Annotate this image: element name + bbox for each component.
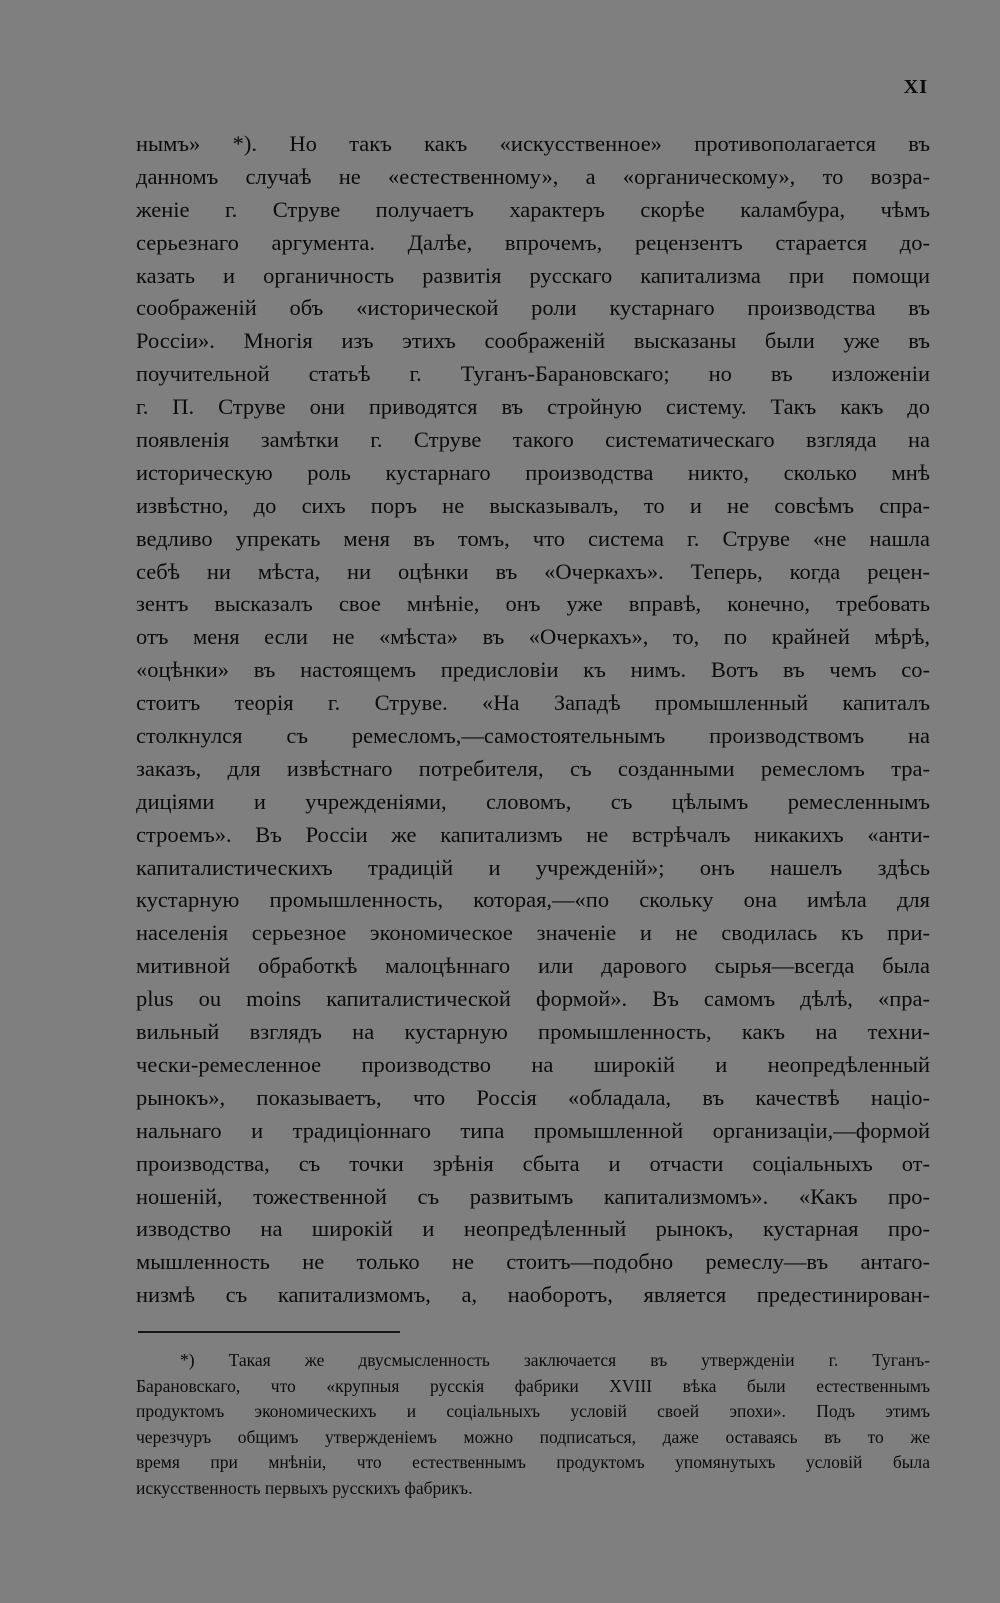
- text-line: зентъ высказалъ свое мнѣніе, онъ уже вправѣ, конечно, требовать: [136, 591, 930, 617]
- footnote: [136, 1348, 930, 1502]
- text-line: ведливо упрекать меня въ томъ, что система г. Струве «не нашла: [136, 525, 930, 551]
- text-line: нымъ» *). Но такъ какъ «искусственное» противополагается въ: [136, 131, 930, 156]
- text-line: изводство на широкій и неопредѣленный рынокъ, кустарная про-: [136, 1216, 930, 1242]
- footnote-line: продуктомъ экономическихъ и соціальныхъ условій своей эпохи». Подъ этимъ: [136, 1401, 930, 1422]
- body-text: [136, 128, 930, 1312]
- text-line: историческую роль кустарнаго производства никто, сколько мнѣ: [136, 459, 930, 485]
- text-line: населенія серьезное экономическое значеніе и не сводилась къ при-: [136, 920, 930, 946]
- text-line: женіе г. Струве получаетъ характеръ скорѣе каламбура, чѣмъ: [136, 196, 930, 222]
- text-line: строемъ». Въ Россіи же капитализмъ не встрѣчалъ никакихъ «анти-: [136, 821, 930, 847]
- footnote-line: Барановскаго, что «крупныя русскія фабрики XVIII вѣка были естественнымъ: [136, 1375, 930, 1396]
- footnote-line: искусственность первыхъ русскихъ фабрикъ.: [136, 1477, 473, 1498]
- text-line: стоитъ теорія г. Струве. «На Западѣ промышленный капиталъ: [136, 690, 930, 716]
- text-line: рынокъ», показываетъ, что Россія «обладала, въ качествѣ націо-: [136, 1084, 930, 1110]
- text-line: диціями и учрежденіями, словомъ, съ цѣлымъ ремесленнымъ: [136, 788, 930, 814]
- text-line: столкнулся съ ремесломъ,—самостоятельнымъ производствомъ на: [136, 723, 930, 749]
- footnote-line: черезчуръ общимъ утвержденіемъ можно подписаться, даже оставаясь въ то же: [136, 1426, 930, 1447]
- text-line: «оцѣнки» въ настоящемъ предисловіи къ нимъ. Вотъ въ чемъ со-: [136, 657, 930, 683]
- text-line: поучительной статьѣ г. Туганъ-Барановскаго; но въ изложеніи: [136, 361, 930, 387]
- page-number: XI: [903, 76, 928, 98]
- text-line: капиталистическихъ традицій и учрежденій»; онъ нашелъ здѣсь: [136, 854, 930, 880]
- footnote-divider: [138, 1331, 400, 1333]
- footnote-line: *) Такая же двусмысленность заключается въ утвержденіи г. Туганъ-: [180, 1350, 930, 1370]
- text-line: производства, съ точки зрѣнія сбыта и отчасти соціальныхъ от-: [136, 1150, 930, 1176]
- text-line: появленія замѣтки г. Струве такого систематическаго взгляда на: [136, 427, 930, 453]
- footnote-line: время при мнѣніи, что естественнымъ продуктомъ упомянутыхъ условій была: [136, 1452, 930, 1473]
- text-line: Россіи». Многія изъ этихъ соображеній высказаны были уже въ: [136, 328, 930, 354]
- text-line: митивной обработкѣ малоцѣннаго или дарового сырья—всегда была: [136, 953, 930, 979]
- text-line: кустарную промышленность, которая,—«по скольку она имѣла для: [136, 887, 930, 913]
- text-line: себѣ ни мѣста, ни оцѣнки въ «Очеркахъ». Теперь, когда рецен-: [136, 558, 930, 584]
- text-line: данномъ случаѣ не «естественному», а «органическому», то возра-: [136, 163, 930, 189]
- text-line: низмѣ съ капитализмомъ, а, наоборотъ, является предестинирован-: [136, 1282, 930, 1308]
- text-line: соображеній объ «исторической роли кустарнаго производства въ: [136, 295, 930, 321]
- text-line: отъ меня если не «мѣста» въ «Очеркахъ», то, по крайней мѣрѣ,: [136, 624, 930, 650]
- text-line: казать и органичность развитія русскаго капитализма при помощи: [136, 262, 930, 288]
- text-line: серьезнаго аргумента. Далѣе, впрочемъ, рецензентъ старается до-: [136, 229, 930, 255]
- text-line: извѣстно, до сихъ поръ не высказывалъ, то и не совсѣмъ спра-: [136, 492, 930, 518]
- text-line: нальнаго и традиціоннаго типа промышленной организаціи,—формой: [136, 1117, 930, 1143]
- text-line: заказъ, для извѣстнаго потребителя, съ созданными ремесломъ тра-: [136, 755, 930, 781]
- text-line: мышленность не только не стоитъ—подобно ремеслу—въ антаго-: [136, 1249, 930, 1275]
- text-line: plus ou moins капиталистической формой». Въ самомъ дѣлѣ, «пра-: [136, 986, 930, 1012]
- text-line: г. П. Струве они приводятся въ стройную систему. Такъ какъ до: [136, 394, 930, 420]
- text-line: чески-ремесленное производство на широкій и неопредѣленный: [136, 1051, 930, 1077]
- text-line: ношеній, тожественной съ развитымъ капитализмомъ». «Какъ про-: [136, 1183, 930, 1209]
- text-line: вильный взглядъ на кустарную промышленность, какъ на техни-: [136, 1019, 930, 1045]
